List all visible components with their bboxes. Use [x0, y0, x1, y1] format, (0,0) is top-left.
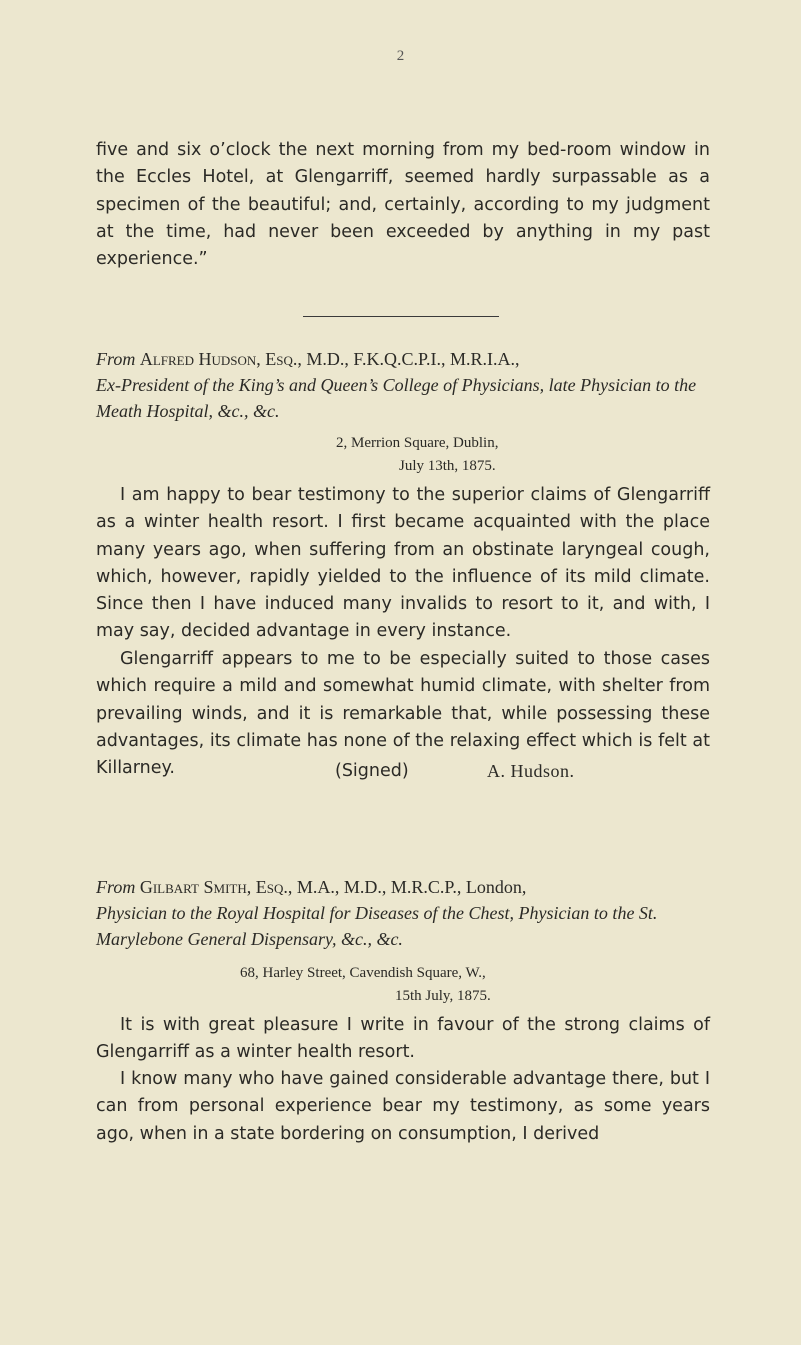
page-number: 2 [396, 48, 405, 64]
letter1-paragraph-2: Glengarriff appears to me to be especially suited to those cases which require a mild and somewhat humid climate, with shelter from prevailing winds, and it is remarkable that, while possessing these advantages, its climate has none of the relaxing effect which is felt at Killarney. [96, 649, 710, 779]
letter1-author-title: Ex-President of the King’s and Queen’s College of Physicians, late Physician to the Meath Hospital, &c., &c. [96, 375, 697, 421]
letter2-date: 15th July, 1875. [395, 988, 491, 1004]
letter1-date: July 13th, 1875. [399, 458, 496, 474]
letter1-address [96, 432, 710, 478]
opening-paragraph: five and six o’clock the next morning from my bed-room window in the Eccles Hotel, at Glengarriff, seemed hardly surpassable as a specimen of the beautiful; and, certainly, according to my judgment at the time, had never been exceeded by anything in my past experience.” [96, 140, 710, 270]
letter1-address-line: 2, Merrion Square, Dublin, [336, 435, 499, 451]
letter2-heading [96, 874, 710, 952]
letter1-paragraph-1: I am happy to bear testimony to the superior claims of Glengarriff as a winter health resort. I first became acquainted with the place many years ago, when suffering from an obstinate laryngeal cough, which, however, rapidly yielded to the influence of its mild climate. Since then I have induced many invalids to resort to it, and with, I may say, decided advantage in every instance. [96, 485, 710, 642]
signer-name: A. Hudson. [487, 761, 575, 781]
letter1-heading [96, 346, 710, 424]
letter2-author-title: Physician to the Royal Hospital for Diseases of the Chest, Physician to the St. Marylebone General Dispensary, &c., &c. [96, 903, 658, 949]
section-divider [303, 316, 499, 317]
letter2-paragraph-2: I know many who have gained considerable advantage there, but I can from personal experience bear my testimony, as some years ago, when in a state bordering on consumption, I derived [96, 1069, 710, 1144]
letter2-paragraph-1: It is with great pleasure I write in favour of the strong claims of Glengarriff as a winter health resort. [96, 1015, 710, 1063]
letter2-location: London, [465, 877, 527, 897]
letter1-author-name: Alfred Hudson, Esq., M.D., F.K.Q.C.P.I., M.R.I.A., [139, 349, 520, 369]
letter2-address-line: 68, Harley Street, Cavendish Square, W., [240, 965, 486, 981]
signed-label: (Signed) [335, 761, 409, 781]
letter1-from-word: From [96, 349, 136, 369]
letter2-from-word: From [96, 877, 136, 897]
letter2-address [96, 962, 710, 1008]
letter2-author-name: Gilbart Smith, Esq., M.A., M.D., M.R.C.P., [139, 877, 462, 897]
